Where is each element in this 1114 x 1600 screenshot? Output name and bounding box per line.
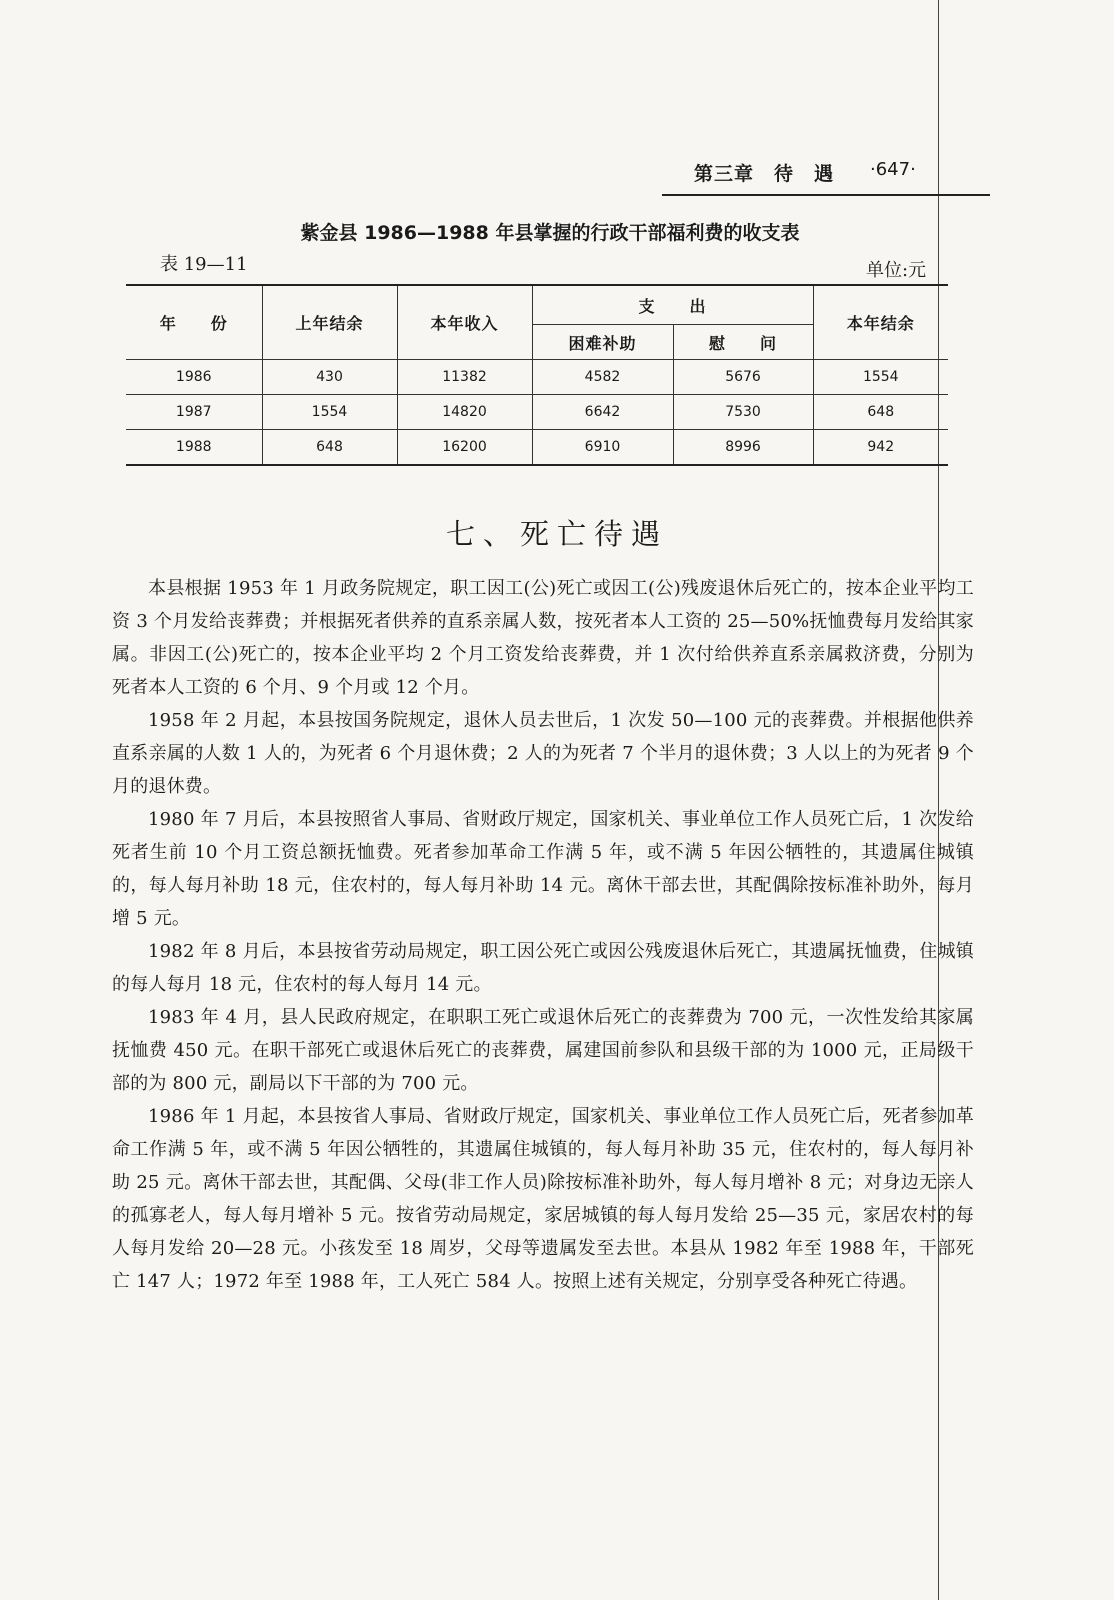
header-condolence: 慰 问 bbox=[673, 325, 813, 360]
table-row bbox=[126, 360, 948, 395]
running-header bbox=[690, 157, 990, 187]
cell-condolence: 5676 bbox=[673, 360, 813, 395]
header-rule bbox=[662, 194, 990, 196]
cell-income: 16200 bbox=[397, 430, 532, 466]
cell-year: 1986 bbox=[126, 360, 262, 395]
page-number: ·647· bbox=[870, 159, 916, 180]
cell-prev: 1554 bbox=[262, 395, 397, 430]
paragraph: 本县根据 1953 年 1 月政务院规定，职工因工(公)死亡或因工(公)残废退休后死亡的，按本企业平均工资 3 个月发给丧葬费；并根据死者供养的直系亲属人数，按死者本人工资的 25—50%抚恤费每月发给其家属。非因工(公)死亡的，按本企业平均 2 个月工资发给丧葬费，并 1 次付给供养直系亲属救济费，分别为死者本人工资的 6 个月、9 个月或 12 个月。 bbox=[112, 578, 974, 698]
cell-balance: 648 bbox=[813, 395, 948, 430]
cell-hardship: 6642 bbox=[532, 395, 673, 430]
cell-balance: 942 bbox=[813, 430, 948, 466]
paragraph: 1982 年 8 月后，本县按省劳动局规定，职工因公死亡或因公残废退休后死亡，其遗属抚恤费，住城镇的每人每月 18 元，住农村的每人每月 14 元。 bbox=[112, 941, 974, 995]
table-unit: 单位:元 bbox=[866, 260, 927, 281]
section-title: 七、死亡待遇 bbox=[445, 517, 668, 551]
cell-condolence: 7530 bbox=[673, 395, 813, 430]
header-balance: 本年结余 bbox=[813, 285, 948, 360]
table-id: 表 19—11 bbox=[160, 254, 248, 275]
header-prev-balance: 上年结余 bbox=[262, 285, 397, 360]
header-expenditure: 支 出 bbox=[532, 285, 813, 325]
header-year: 年 份 bbox=[126, 285, 262, 360]
table-title: 紫金县 1986—1988 年县掌握的行政干部福利费的收支表 bbox=[300, 222, 800, 244]
header-hardship: 困难补助 bbox=[532, 325, 673, 360]
welfare-fund-table bbox=[126, 284, 948, 466]
cell-year: 1988 bbox=[126, 430, 262, 466]
cell-income: 14820 bbox=[397, 395, 532, 430]
cell-prev: 648 bbox=[262, 430, 397, 466]
table-row bbox=[126, 395, 948, 430]
paragraph: 1980 年 7 月后，本县按照省人事局、省财政厅规定，国家机关、事业单位工作人员死亡后，1 次发给死者生前 10 个月工资总额抚恤费。死者参加革命工作满 5 年，或不满 5 年因公牺牲的，其遗属住城镇的，每人每月补助 18 元，住农村的，每人每月补助 14 元。离休干部去世，其配偶除按标准补助外，每月增 5 元。 bbox=[112, 809, 974, 929]
chapter-title: 第三章 待 遇 bbox=[694, 163, 835, 185]
cell-hardship: 4582 bbox=[532, 360, 673, 395]
cell-prev: 430 bbox=[262, 360, 397, 395]
table-row bbox=[126, 430, 948, 466]
cell-condolence: 8996 bbox=[673, 430, 813, 466]
paragraph: 1986 年 1 月起，本县按省人事局、省财政厅规定，国家机关、事业单位工作人员死亡后，死者参加革命工作满 5 年，或不满 5 年因公牺牲的，其遗属住城镇的，每人每月补助 35 元，住农村的，每人每月补助 25 元。离休干部去世，其配偶、父母(非工作人员)除按标准补助外，每人每月增补 8 元；对身边无亲人的孤寡老人，每人每月增补 5 元。按省劳动局规定，家居城镇的每人每月发给 25—35 元，家居农村的每人每月发给 20—28 元。小孩发至 18 周岁，父母等遗属发至去世。本县从 1982 年至 1988 年，干部死亡 147 人；1972 年至 1988 年，工人死亡 584 人。按照上述有关规定，分别享受各种死亡待遇。 bbox=[112, 1106, 974, 1292]
cell-hardship: 6910 bbox=[532, 430, 673, 466]
paragraph: 1983 年 4 月，县人民政府规定，在职职工死亡或退休后死亡的丧葬费为 700 元，一次性发给其家属抚恤费 450 元。在职干部死亡或退休后死亡的丧葬费，属建国前参队和县级干部的为 1000 元，正局级干部的为 800 元，副局以下干部的为 700 元。 bbox=[112, 1007, 974, 1094]
header-income: 本年收入 bbox=[397, 285, 532, 360]
paragraph: 1958 年 2 月起，本县按国务院规定，退休人员去世后，1 次发 50—100 元的丧葬费。并根据他供养直系亲属的人数 1 人的，为死者 6 个月退休费；2 人的为死者 7 个半月的退休费；3 人以上的为死者 9 个月的退休费。 bbox=[112, 710, 974, 797]
cell-year: 1987 bbox=[126, 395, 262, 430]
section-body bbox=[112, 572, 974, 1298]
cell-balance: 1554 bbox=[813, 360, 948, 395]
cell-income: 11382 bbox=[397, 360, 532, 395]
